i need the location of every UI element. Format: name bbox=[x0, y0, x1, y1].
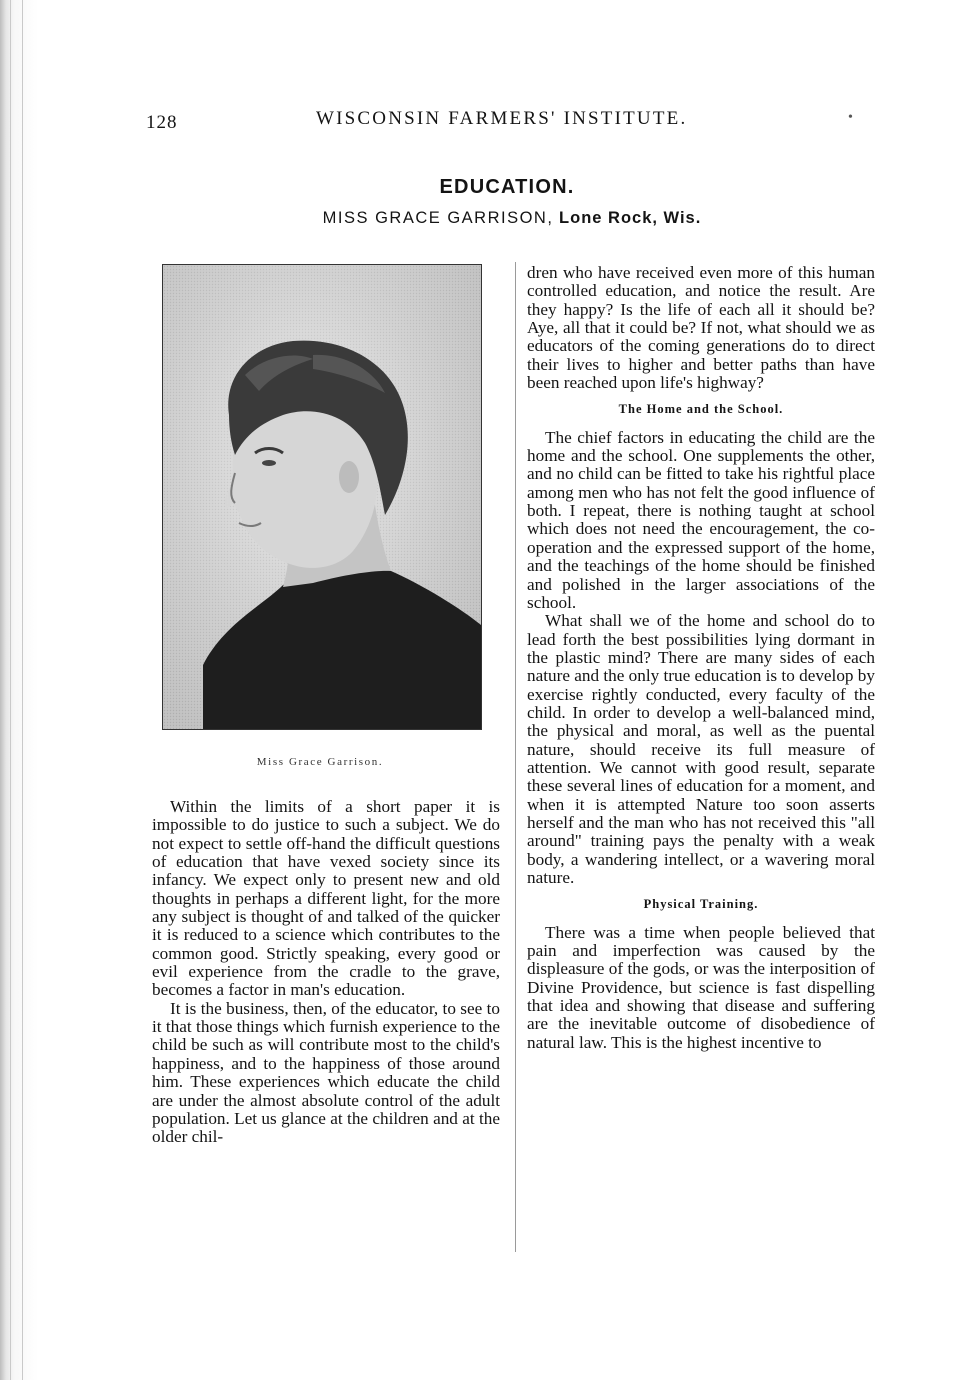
paragraph: It is the business, then, of the educator, to see to it that those things which furnish experience to the child be such as will contribute most to the child's happiness, and to the happiness of those around him. These experiences which educate the child are under the almost absolute control of the adult population. Let us glance at the children and at the older chil- bbox=[152, 998, 500, 1147]
section-heading-physical-training: Physical Training. bbox=[643, 897, 759, 912]
running-head bbox=[0, 104, 962, 134]
paragraph: There was a time when people believed that pain and imperfection was caused by the displeasure of the gods, or was the interposition of Divine Providence, but science is fast dispelling that idea and showing that disease and suffering are the inevitable outcome of disobedience of natural law. This is the highest incentive to bbox=[527, 922, 875, 1052]
author-location: Lone Rock, Wis. bbox=[559, 209, 702, 227]
portrait-photo bbox=[162, 264, 482, 730]
author-name: MISS GRACE GARRISON, bbox=[322, 209, 554, 227]
running-title: WISCONSIN FARMERS' INSTITUTE. bbox=[316, 108, 688, 129]
binding-shadow bbox=[0, 0, 38, 1380]
article-title: EDUCATION. bbox=[439, 176, 575, 198]
binding-edge-line bbox=[22, 0, 23, 1380]
paragraph: Within the limits of a short paper it is impossible to do justice to such a subject. We do not expect to settle off-hand the difficult questions of education that have vexed society since its infancy. We expect only to present new and old thoughts in perhaps a different light, for the more any subject is thought of and talked of the quicker it is reduced to a science which contributes to the common good. Strictly speaking, every good or evil experience from the cradle to the grave, becomes a factor in man's education. bbox=[152, 797, 500, 1000]
portrait-caption: Miss Grace Garrison. bbox=[256, 756, 384, 768]
paragraph: dren who have received even more of this human controlled education, and notice the result. Are they happy? Is the life of each all it should be? Aye, all that it could be? If not, what should we as educators of the coming generations do to direct their lives to higher and better paths than have been reached upon life's highway? bbox=[527, 263, 875, 393]
page-number: 128 bbox=[146, 112, 178, 133]
right-column bbox=[527, 264, 875, 1052]
article-byline bbox=[0, 209, 962, 228]
section-heading-home-and-school: The Home and the School. bbox=[618, 402, 784, 417]
left-column bbox=[152, 798, 500, 1147]
binding-edge-line bbox=[10, 0, 11, 1380]
paragraph: The chief factors in educating the child are the home and the school. One supplements the other, and no child can be fitted to take his rightful place among men who has not felt the good influence of both. I repeat, there is nothing taught at school which does not need the encouragement, the co-operation and the expressed support of the home, and the teachings of the home should be finished and polished in the larger associations of the school. bbox=[527, 427, 875, 612]
portrait-image bbox=[163, 265, 481, 729]
column-rule bbox=[515, 262, 516, 1252]
paragraph: What shall we of the home and school do to lead forth the best possibilities lying dormant in the plastic mind? There are many sides of each nature and the only true education is to develop by exercise rightly conducted, every faculty of the child. In order to develop a well-balanced mind, the physical and moral, as well as the puental nature, should receive its full measure of attention. We cannot with good result, separate these several lines of education for a moment, and when it is attempted Nature too soon asserts herself and the man who has not received this "all around" training pays the penalty with a weak body, a wandering intellect, or a wavering moral nature. bbox=[527, 611, 875, 887]
margin-speck: • bbox=[848, 110, 853, 125]
